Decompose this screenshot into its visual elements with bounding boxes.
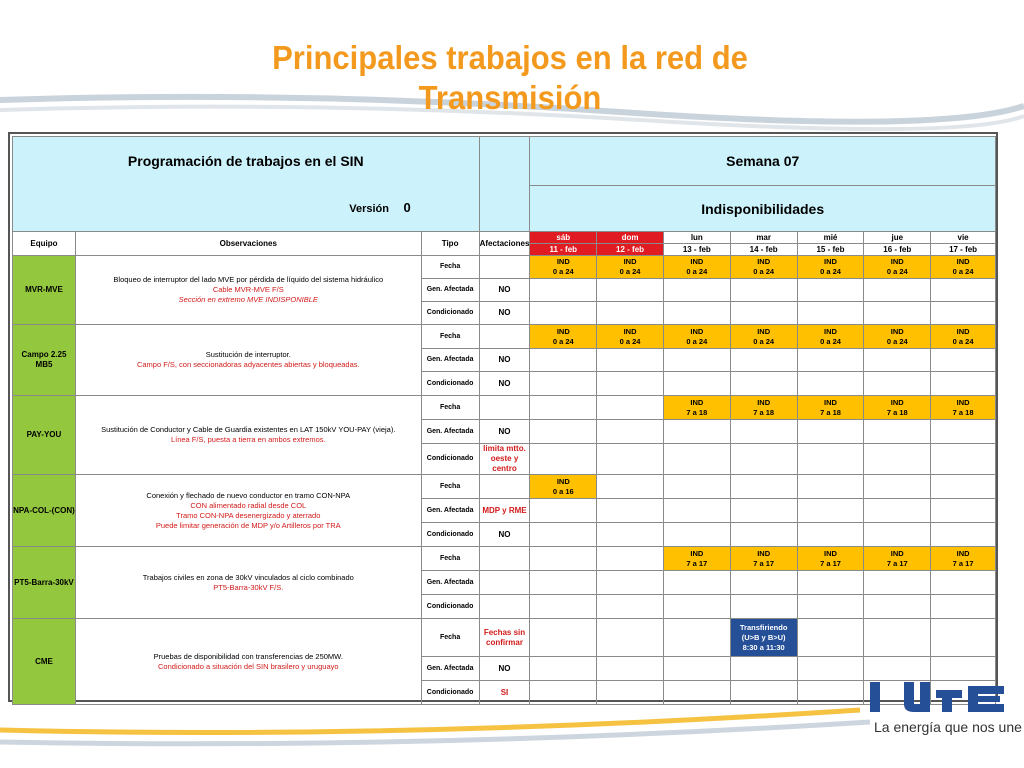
empty-cell: [931, 595, 996, 619]
observation-line: Tramo CON-NPA desenergizado y aterrado: [176, 510, 321, 520]
unavailability-cell: [663, 396, 730, 420]
affectation-cell: [479, 256, 530, 279]
affectation-cell: [479, 571, 530, 595]
affectation-cell: SI: [479, 681, 530, 705]
day-name-cell: sáb: [530, 232, 597, 244]
empty-cell: [931, 444, 996, 475]
type-cell: Fecha: [421, 475, 479, 499]
equipment-cell: PT5-Barra-30kV: [13, 547, 76, 619]
cell-text: 0 a 24: [886, 336, 908, 346]
unavailability-cell: [730, 547, 797, 571]
type-cell: Condicionado: [421, 523, 479, 547]
empty-cell: [663, 595, 730, 619]
empty-cell: [931, 571, 996, 595]
empty-cell: [597, 302, 664, 325]
day-date-cell: 14 - feb: [730, 244, 797, 256]
cell-text: IND: [824, 397, 837, 407]
cell-text: IND: [690, 257, 704, 266]
observation-line: Sustitución de interruptor.: [205, 350, 291, 359]
cell-text: IND: [623, 257, 637, 266]
empty-cell: [597, 595, 664, 619]
empty-cell: [730, 372, 797, 396]
empty-cell: [663, 619, 730, 657]
cell-text: 7 a 17: [686, 558, 708, 568]
unavailability-cell: [530, 475, 597, 499]
affectation-cell: [479, 547, 530, 571]
empty-cell: [797, 349, 864, 372]
empty-cell: [864, 420, 931, 444]
affectation-cell: [479, 396, 530, 420]
empty-cell: [864, 571, 931, 595]
empty-cell: [730, 349, 797, 372]
empty-cell: [797, 681, 864, 705]
day-date-cell: 13 - feb: [663, 244, 730, 256]
equipment-cell: PAY-YOU: [13, 396, 76, 475]
type-cell: Fecha: [421, 325, 479, 349]
empty-cell: [597, 475, 664, 499]
cell-text: 0 a 24: [686, 267, 708, 276]
unavailability-cell: [730, 256, 797, 279]
type-cell: Gen. Afectada: [421, 279, 479, 302]
empty-cell: [597, 523, 664, 547]
empty-cell: [931, 475, 996, 499]
cell-text: 0 a 24: [619, 336, 641, 346]
unavailability-cell: [597, 325, 664, 349]
type-cell: Condicionado: [421, 595, 479, 619]
empty-cell: [730, 279, 797, 302]
empty-cell: [530, 444, 597, 475]
affectation-cell: NO: [479, 657, 530, 681]
observation-line: Trabajos civiles en zona de 30kV vinculados al ciclo combinado: [142, 572, 354, 582]
empty-cell: [864, 499, 931, 523]
table-row: [13, 475, 996, 499]
empty-cell: [530, 420, 597, 444]
cell-text: 0 a 24: [552, 267, 574, 276]
empty-cell: [530, 302, 597, 325]
unavailability-cell: [597, 256, 664, 279]
week-title: Semana 07: [530, 137, 996, 186]
empty-cell: [730, 420, 797, 444]
observations-cell: [75, 396, 421, 475]
empty-cell: [730, 302, 797, 325]
cell-text: 7 a 17: [820, 558, 841, 568]
observation-line: Sustitución de Conductor y Cable de Guardia existentes en LAT 150kV YOU-PAY (vieja).: [101, 425, 396, 434]
cell-text: IND: [956, 397, 970, 407]
cell-text: IND: [757, 397, 771, 407]
cell-text: IND: [824, 326, 837, 336]
unavailability-cell: [730, 396, 797, 420]
empty-cell: [797, 595, 864, 619]
cell-text: IND: [556, 257, 570, 266]
day-name-cell: mié: [797, 232, 864, 244]
unavailability-cell: [931, 256, 996, 279]
equipment-cell: MVR-MVE: [13, 256, 76, 325]
empty-cell: [597, 396, 664, 420]
day-name-cell: lun: [663, 232, 730, 244]
empty-cell: [797, 523, 864, 547]
unavailability-cell: [864, 325, 931, 349]
affectation-cell: NO: [479, 302, 530, 325]
empty-cell: [730, 595, 797, 619]
observation-line: Cable MVR-MVE F/S: [212, 285, 284, 294]
affectation-cell: [479, 595, 530, 619]
observation-line: Puede limitar generación de MDP y/o Artilleros por TRA: [155, 520, 341, 530]
type-cell: Condicionado: [421, 681, 479, 705]
cell-text: 0 a 24: [753, 267, 775, 276]
empty-cell: [530, 657, 597, 681]
empty-cell: [931, 619, 996, 657]
type-cell: Gen. Afectada: [421, 499, 479, 523]
empty-cell: [663, 302, 730, 325]
type-cell: Fecha: [421, 547, 479, 571]
empty-cell: [864, 523, 931, 547]
empty-cell: [530, 571, 597, 595]
cell-text: 0 a 24: [619, 267, 641, 276]
empty-cell: [864, 279, 931, 302]
type-cell: Condicionado: [421, 444, 479, 475]
version-value: 0: [403, 199, 411, 215]
equipment-cell: NPA-COL-(CON): [13, 475, 76, 547]
empty-cell: [597, 499, 664, 523]
cell-text: 0 a 24: [686, 336, 708, 346]
type-cell: Fecha: [421, 396, 479, 420]
empty-cell: [597, 349, 664, 372]
cell-text: IND: [690, 548, 704, 558]
affectation-cell: MDP y RME: [479, 499, 530, 523]
day-name-cell: mar: [730, 232, 797, 244]
affectation-cell: NO: [479, 420, 530, 444]
empty-cell: [797, 499, 864, 523]
empty-cell: [864, 349, 931, 372]
empty-cell: [530, 523, 597, 547]
cell-text: IND: [890, 257, 904, 266]
type-cell: Fecha: [421, 619, 479, 657]
observations-cell: [75, 325, 421, 396]
unavailability-cell: [797, 256, 864, 279]
empty-cell: [730, 523, 797, 547]
cell-text: IND: [956, 326, 970, 336]
table-row: [13, 396, 996, 420]
empty-cell: [864, 302, 931, 325]
cell-text: IND: [757, 326, 771, 336]
empty-cell: [864, 595, 931, 619]
empty-cell: [530, 681, 597, 705]
type-cell: Gen. Afectada: [421, 571, 479, 595]
unavailability-cell: [663, 256, 730, 279]
unavailability-cell: [797, 396, 864, 420]
empty-cell: [797, 619, 864, 657]
empty-cell: [530, 349, 597, 372]
empty-cell: [597, 279, 664, 302]
empty-cell: [797, 444, 864, 475]
affectation-cell: [479, 325, 530, 349]
program-title: Programación de trabajos en el SIN: [13, 137, 480, 186]
empty-cell: [931, 372, 996, 396]
day-date-cell: 17 - feb: [931, 244, 996, 256]
empty-cell: [597, 571, 664, 595]
cell-text: IND: [556, 326, 570, 336]
equipment-cell: CME: [13, 619, 76, 705]
empty-cell: [597, 444, 664, 475]
empty-cell: [730, 657, 797, 681]
empty-cell: [530, 619, 597, 657]
type-cell: Gen. Afectada: [421, 349, 479, 372]
cell-text: 0 a 24: [820, 267, 841, 276]
observation-line: Bloqueo de interruptor del lado MVE por pérdida de líquido del sistema hidráulico: [113, 275, 384, 284]
cell-text: 7 a 17: [886, 558, 908, 568]
header-blank: [479, 137, 530, 232]
cell-text: 0 a 24: [952, 267, 974, 276]
cell-text: IND: [956, 548, 970, 558]
table-row: [13, 325, 996, 349]
empty-cell: [797, 279, 864, 302]
day-name-cell: vie: [931, 232, 996, 244]
empty-cell: [663, 657, 730, 681]
observations-cell: [75, 547, 421, 619]
observations-cell: [75, 256, 421, 325]
tagline: La energía que nos une: [874, 719, 1022, 735]
empty-cell: [663, 420, 730, 444]
observation-line: PT5-Barra-30kV F/S.: [213, 582, 284, 592]
table-row: [13, 619, 996, 657]
title-line-1: Principales trabajos en la red de: [272, 39, 748, 76]
empty-cell: [730, 475, 797, 499]
cell-text: (U>B y B>U): [741, 632, 786, 642]
unavailability-cell: [663, 547, 730, 571]
unavailability-cell: [931, 325, 996, 349]
cell-text: Transfiriendo: [739, 622, 788, 632]
table-row: [13, 256, 996, 279]
unavailability-cell: [530, 256, 597, 279]
slide-title: [143, 38, 876, 118]
empty-cell: [931, 523, 996, 547]
empty-cell: [597, 547, 664, 571]
empty-cell: [530, 547, 597, 571]
col-equipo: Equipo: [13, 232, 76, 256]
cell-text: 7 a 18: [952, 407, 974, 417]
affectation-cell: Fechas sin confirmar: [479, 619, 530, 657]
empty-cell: [931, 420, 996, 444]
empty-cell: [931, 349, 996, 372]
cell-text: 0 a 24: [753, 336, 775, 346]
affectation-cell: NO: [479, 523, 530, 547]
empty-cell: [797, 420, 864, 444]
affectation-cell: NO: [479, 279, 530, 302]
empty-cell: [597, 619, 664, 657]
cell-text: 7 a 17: [753, 558, 775, 568]
type-cell: Gen. Afectada: [421, 420, 479, 444]
empty-cell: [797, 372, 864, 396]
empty-cell: [797, 571, 864, 595]
empty-cell: [663, 571, 730, 595]
empty-cell: [730, 444, 797, 475]
observation-line: Sección en extremo MVE INDISPONIBLE: [178, 295, 318, 304]
affectation-cell: NO: [479, 349, 530, 372]
cell-text: IND: [757, 548, 771, 558]
empty-cell: [530, 499, 597, 523]
observations-cell: [75, 619, 421, 705]
unavailability-cell: [864, 396, 931, 420]
empty-cell: [530, 595, 597, 619]
empty-cell: [530, 396, 597, 420]
col-afectaciones: Afectaciones: [479, 232, 530, 256]
empty-cell: [663, 279, 730, 302]
title-line-2: Transmisión: [418, 79, 602, 116]
empty-cell: [864, 372, 931, 396]
cell-text: IND: [690, 326, 704, 336]
cell-text: 7 a 18: [686, 407, 708, 417]
col-tipo: Tipo: [421, 232, 479, 256]
version-cell: [13, 186, 480, 232]
unavailability-cell: [864, 547, 931, 571]
version-label: Versión: [349, 202, 389, 215]
unavailability-cell: [931, 547, 996, 571]
observation-line: CON alimentado radial desde COL: [190, 500, 307, 510]
table-row: [13, 547, 996, 571]
day-name-cell: jue: [864, 232, 931, 244]
type-cell: Condicionado: [421, 302, 479, 325]
cell-text: 0 a 24: [552, 336, 574, 346]
empty-cell: [931, 279, 996, 302]
empty-cell: [864, 475, 931, 499]
empty-cell: [597, 372, 664, 396]
schedule-table: [12, 136, 996, 705]
cell-text: 0 a 24: [820, 336, 841, 346]
empty-cell: [931, 499, 996, 523]
day-name-cell: dom: [597, 232, 664, 244]
day-date-cell: 16 - feb: [864, 244, 931, 256]
unavailability-title: Indisponibilidades: [530, 186, 996, 232]
unavailability-cell: [663, 325, 730, 349]
empty-cell: [663, 681, 730, 705]
schedule-sheet: [8, 132, 998, 702]
observation-line: Condicionado a situación del SIN brasilero y uruguayo: [158, 661, 339, 671]
empty-cell: [864, 619, 931, 657]
empty-cell: [931, 302, 996, 325]
observations-cell: [75, 475, 421, 547]
empty-cell: [597, 681, 664, 705]
cell-text: IND: [757, 257, 771, 266]
unavailability-cell: [730, 325, 797, 349]
empty-cell: [530, 279, 597, 302]
unavailability-cell: [931, 396, 996, 420]
empty-cell: [597, 420, 664, 444]
observation-line: Línea F/S, puesta a tierra en ambos extremos.: [170, 435, 326, 444]
cell-text: IND: [556, 476, 570, 486]
cell-text: 7 a 18: [820, 407, 841, 417]
transfer-cell: [730, 619, 797, 657]
observation-line: Campo F/S, con seccionadoras adyacentes abiertas y bloqueadas.: [136, 360, 360, 369]
empty-cell: [663, 372, 730, 396]
empty-cell: [730, 681, 797, 705]
affectation-cell: NO: [479, 372, 530, 396]
cell-text: 7 a 17: [952, 558, 974, 568]
empty-cell: [663, 499, 730, 523]
empty-cell: [730, 571, 797, 595]
cell-text: IND: [956, 257, 970, 266]
cell-text: 7 a 18: [886, 407, 908, 417]
empty-cell: [663, 523, 730, 547]
empty-cell: [730, 499, 797, 523]
unavailability-cell: [797, 547, 864, 571]
cell-text: 8:30 a 11:30: [742, 642, 785, 652]
cell-text: 0 a 24: [952, 336, 974, 346]
equipment-cell: Campo 2.25 MB5: [13, 325, 76, 396]
unavailability-cell: [864, 256, 931, 279]
empty-cell: [663, 349, 730, 372]
cell-text: 0 a 24: [886, 267, 908, 276]
col-observaciones: Observaciones: [75, 232, 421, 256]
affectation-cell: limita mtto. oeste y centro: [479, 444, 530, 475]
cell-text: 0 a 16: [552, 486, 574, 496]
empty-cell: [797, 657, 864, 681]
cell-text: IND: [690, 397, 704, 407]
day-date-cell: 11 - feb: [530, 244, 597, 256]
empty-cell: [864, 444, 931, 475]
cell-text: IND: [824, 257, 837, 266]
cell-text: IND: [890, 326, 904, 336]
cell-text: IND: [824, 548, 837, 558]
empty-cell: [663, 475, 730, 499]
day-date-cell: 15 - feb: [797, 244, 864, 256]
day-date-cell: 12 - feb: [597, 244, 664, 256]
cell-text: IND: [890, 397, 904, 407]
cell-text: 7 a 18: [753, 407, 775, 417]
cell-text: IND: [890, 548, 904, 558]
observation-line: Pruebas de disponibilidad con transferencias de 250MW.: [153, 651, 343, 661]
empty-cell: [797, 302, 864, 325]
type-cell: Condicionado: [421, 372, 479, 396]
type-cell: Gen. Afectada: [421, 657, 479, 681]
observation-line: Conexión y flechado de nuevo conductor en tramo CON-NPA: [146, 490, 351, 500]
empty-cell: [597, 657, 664, 681]
affectation-cell: [479, 475, 530, 499]
empty-cell: [797, 475, 864, 499]
type-cell: Fecha: [421, 256, 479, 279]
unavailability-cell: [530, 325, 597, 349]
empty-cell: [663, 444, 730, 475]
empty-cell: [530, 372, 597, 396]
unavailability-cell: [797, 325, 864, 349]
cell-text: IND: [623, 326, 637, 336]
